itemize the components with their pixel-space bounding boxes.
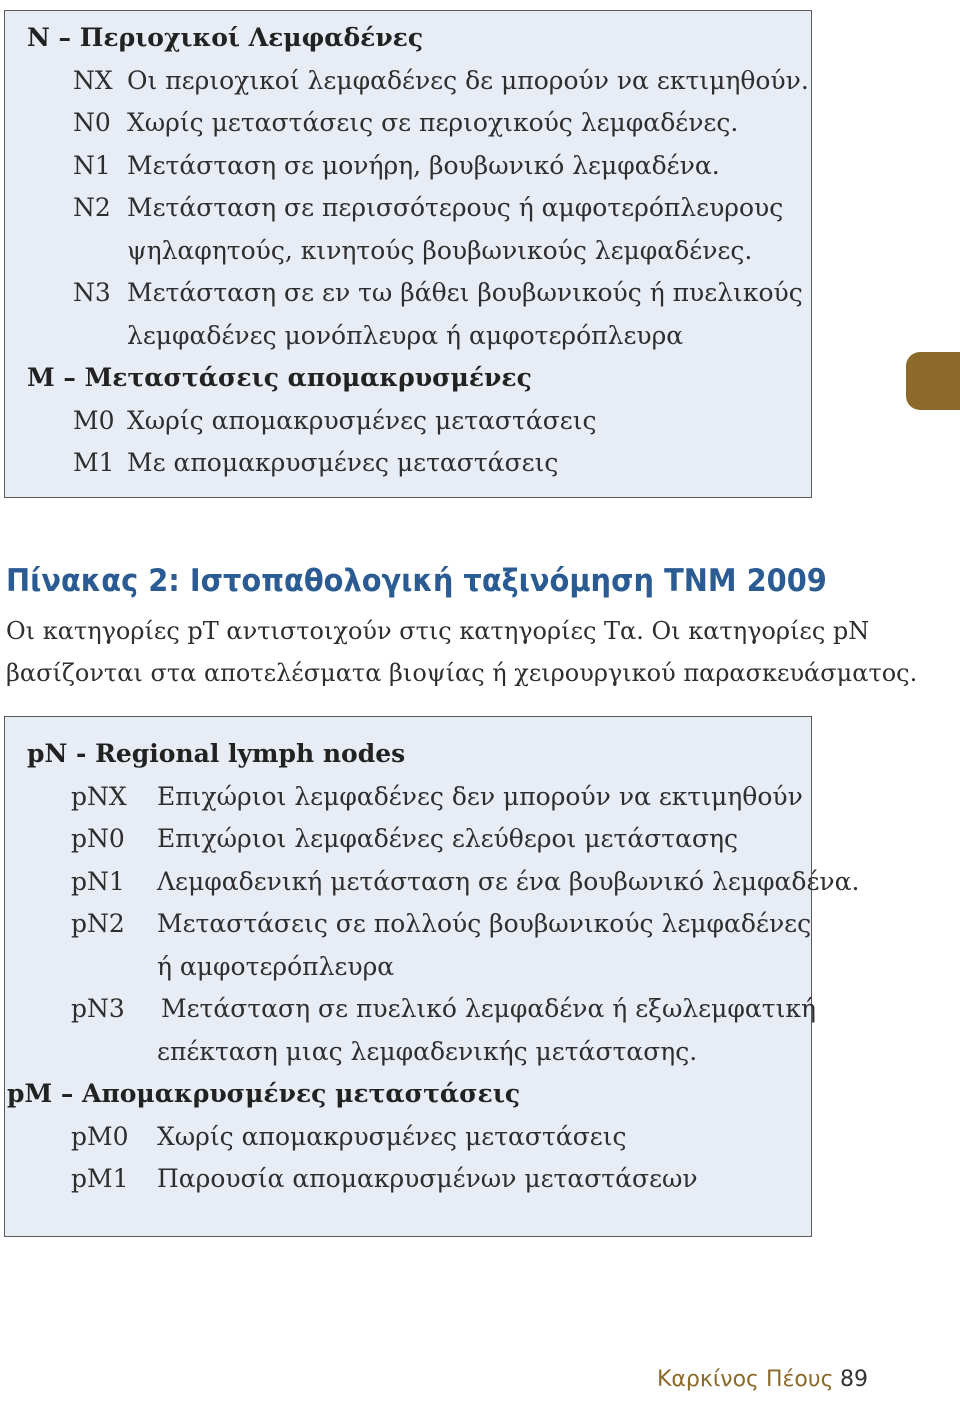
m-row-code: M0 [73, 406, 115, 435]
tnm-pn-pm-box [4, 716, 860, 1237]
n-row-text: Μετάσταση σε εν τω βάθει βουβωνικούς ή πυελικούς [127, 278, 803, 307]
n-row-text: Χωρίς μεταστάσεις σε περιοχικούς λεμφαδένες. [127, 108, 739, 137]
footer-book-title: Καρκίνος Πέους [657, 1367, 834, 1392]
n-heading: N – Περιοχικοί Λεμφαδένες [27, 23, 424, 52]
pn-row-text: Μετάσταση σε πυελικό λεμφαδένα ή εξωλεμφατική [161, 994, 817, 1023]
n-row-code: N1 [73, 151, 111, 180]
pn-row-text: Επιχώριοι λεμφαδένες δεν μπορούν να εκτιμηθούν [157, 782, 803, 811]
pn-row-code: pN3 [71, 994, 125, 1023]
pn-row-text: Λεμφαδενική μετάσταση σε ένα βουβωνικό λεμφαδένα. [157, 867, 860, 896]
table-title: Πίνακας 2: Ιστοπαθολογική ταξινόμηση TNM 2009 [6, 563, 827, 599]
pn-row-continuation: επέκταση μιας λεμφαδενικής μετάστασης. [157, 1037, 698, 1066]
n-row-text: Οι περιοχικοί λεμφαδένες δε μπορούν να εκτιμηθούν. [127, 66, 809, 95]
pn-row-code: pN0 [71, 824, 125, 853]
pm-row-code: pM0 [71, 1122, 129, 1151]
n-row-code: N0 [73, 108, 111, 137]
m-heading: M – Μεταστάσεις απομακρυσμένες [27, 363, 532, 392]
n-row-continuation: ψηλαφητούς, κινητούς βουβωνικούς λεμφαδένες. [127, 236, 753, 265]
pm-row-text: Παρουσία απομακρυσμένων μεταστάσεων [157, 1164, 698, 1193]
n-row-code: N3 [73, 278, 111, 307]
pn-row-code: pN1 [71, 867, 125, 896]
m-row-text: Με απομακρυσμένες μεταστάσεις [127, 448, 559, 477]
pn-heading: pN - Regional lymph nodes [27, 739, 406, 768]
n-row-continuation: λεμφαδένες μονόπλευρα ή αμφοτερόπλευρα [127, 321, 684, 350]
pm-row-text: Χωρίς απομακρυσμένες μεταστάσεις [157, 1122, 627, 1151]
pn-row-text: Μεταστάσεις σε πολλούς βουβωνικούς λεμφαδένες [157, 909, 812, 938]
pn-row-text: Επιχώριοι λεμφαδένες ελεύθεροι μετάστασης [157, 824, 739, 853]
pn-row-code: pNX [71, 782, 127, 811]
pn-row-continuation: ή αμφοτερόπλευρα [157, 952, 395, 981]
chapter-tab [906, 352, 960, 410]
n-row-code: NX [73, 66, 113, 95]
table-intro-line: Οι κατηγορίες pT αντιστοιχούν στις κατηγορίες Τα. Οι κατηγορίες pN [6, 617, 870, 645]
pn-row-code: pN2 [71, 909, 125, 938]
n-row-text: Μετάσταση σε μονήρη, βουβωνικό λεμφαδένα. [127, 151, 720, 180]
tnm-n-m-box [4, 10, 812, 498]
n-row-text: Μετάσταση σε περισσότερους ή αμφοτερόπλευρους [127, 193, 784, 222]
m-row-text: Χωρίς απομακρυσμένες μεταστάσεις [127, 406, 597, 435]
table-intro-line: βασίζονται στα αποτελέσματα βιοψίας ή χειρουργικού παρασκευάσματος. [6, 659, 918, 687]
footer-page-number: 89 [840, 1367, 868, 1392]
n-row-code: N2 [73, 193, 111, 222]
pm-row-code: pM1 [71, 1164, 129, 1193]
m-row-code: M1 [73, 448, 115, 477]
pm-heading: pM – Απομακρυσμένες μεταστάσεις [7, 1079, 521, 1108]
